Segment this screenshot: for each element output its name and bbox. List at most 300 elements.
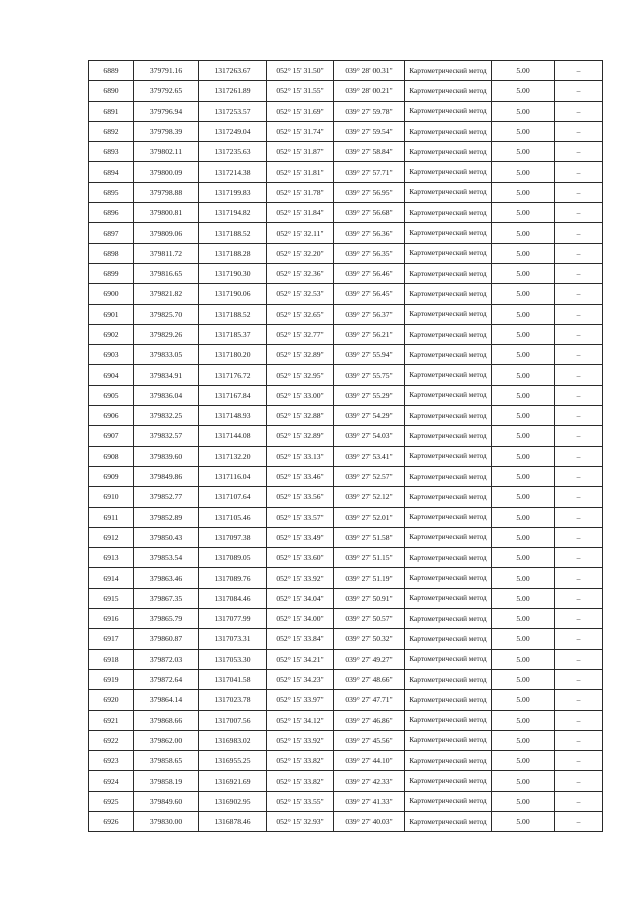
longitude-cell: 039° 27' 51.58" <box>334 527 405 547</box>
latitude-cell: 052° 15' 33.55" <box>267 791 334 811</box>
point-number-cell: 6917 <box>89 629 134 649</box>
method-cell: Картометрический метод <box>405 751 492 771</box>
precision-cell: 5.00 <box>492 223 555 243</box>
method-cell: Картометрический метод <box>405 669 492 689</box>
table-row <box>89 81 603 101</box>
note-cell: – <box>555 243 603 263</box>
precision-cell: 5.00 <box>492 203 555 223</box>
point-number-cell: 6902 <box>89 324 134 344</box>
table-row <box>89 182 603 202</box>
method-cell: Картометрический метод <box>405 548 492 568</box>
x-coordinate-cell: 379811.72 <box>134 243 199 263</box>
precision-cell: 5.00 <box>492 527 555 547</box>
point-number-cell: 6906 <box>89 406 134 426</box>
point-number-cell: 6915 <box>89 588 134 608</box>
latitude-cell: 052° 15' 34.00" <box>267 609 334 629</box>
y-coordinate-cell: 1317007.56 <box>199 710 267 730</box>
table-row <box>89 730 603 750</box>
note-cell: – <box>555 466 603 486</box>
longitude-cell: 039° 27' 50.57" <box>334 609 405 629</box>
y-coordinate-cell: 1317199.83 <box>199 182 267 202</box>
table-row <box>89 771 603 791</box>
note-cell: – <box>555 609 603 629</box>
method-cell: Картометрический метод <box>405 142 492 162</box>
x-coordinate-cell: 379872.03 <box>134 649 199 669</box>
table-row <box>89 162 603 182</box>
point-number-cell: 6923 <box>89 751 134 771</box>
longitude-cell: 039° 27' 44.10" <box>334 751 405 771</box>
table-row <box>89 263 603 283</box>
note-cell: – <box>555 162 603 182</box>
x-coordinate-cell: 379872.64 <box>134 669 199 689</box>
y-coordinate-cell: 1317176.72 <box>199 365 267 385</box>
method-cell: Картометрический метод <box>405 426 492 446</box>
y-coordinate-cell: 1317077.99 <box>199 609 267 629</box>
table-row <box>89 406 603 426</box>
method-cell: Картометрический метод <box>405 487 492 507</box>
x-coordinate-cell: 379809.06 <box>134 223 199 243</box>
method-cell: Картометрический метод <box>405 61 492 81</box>
table-row <box>89 548 603 568</box>
x-coordinate-cell: 379863.46 <box>134 568 199 588</box>
table-row <box>89 609 603 629</box>
latitude-cell: 052° 15' 32.20" <box>267 243 334 263</box>
note-cell: – <box>555 304 603 324</box>
point-number-cell: 6920 <box>89 690 134 710</box>
y-coordinate-cell: 1316921.69 <box>199 771 267 791</box>
longitude-cell: 039° 27' 41.33" <box>334 791 405 811</box>
latitude-cell: 052° 15' 32.88" <box>267 406 334 426</box>
note-cell: – <box>555 791 603 811</box>
table-row <box>89 649 603 669</box>
y-coordinate-cell: 1317148.93 <box>199 406 267 426</box>
table-body <box>89 61 603 832</box>
method-cell: Картометрический метод <box>405 527 492 547</box>
latitude-cell: 052° 15' 33.60" <box>267 548 334 568</box>
y-coordinate-cell: 1317188.52 <box>199 223 267 243</box>
x-coordinate-cell: 379832.57 <box>134 426 199 446</box>
longitude-cell: 039° 27' 49.27" <box>334 649 405 669</box>
longitude-cell: 039° 27' 55.75" <box>334 365 405 385</box>
latitude-cell: 052° 15' 33.00" <box>267 385 334 405</box>
longitude-cell: 039° 27' 57.71" <box>334 162 405 182</box>
latitude-cell: 052° 15' 32.36" <box>267 263 334 283</box>
precision-cell: 5.00 <box>492 548 555 568</box>
note-cell: – <box>555 61 603 81</box>
point-number-cell: 6903 <box>89 345 134 365</box>
y-coordinate-cell: 1317188.28 <box>199 243 267 263</box>
y-coordinate-cell: 1317261.89 <box>199 81 267 101</box>
precision-cell: 5.00 <box>492 365 555 385</box>
point-number-cell: 6898 <box>89 243 134 263</box>
note-cell: – <box>555 588 603 608</box>
x-coordinate-cell: 379865.79 <box>134 609 199 629</box>
table-row <box>89 121 603 141</box>
table-row <box>89 751 603 771</box>
note-cell: – <box>555 81 603 101</box>
point-number-cell: 6907 <box>89 426 134 446</box>
table-row <box>89 101 603 121</box>
longitude-cell: 039° 27' 51.19" <box>334 568 405 588</box>
method-cell: Картометрический метод <box>405 446 492 466</box>
x-coordinate-cell: 379858.65 <box>134 751 199 771</box>
x-coordinate-cell: 379821.82 <box>134 284 199 304</box>
note-cell: – <box>555 710 603 730</box>
method-cell: Картометрический метод <box>405 324 492 344</box>
method-cell: Картометрический метод <box>405 385 492 405</box>
latitude-cell: 052° 15' 33.82" <box>267 771 334 791</box>
precision-cell: 5.00 <box>492 345 555 365</box>
longitude-cell: 039° 27' 55.29" <box>334 385 405 405</box>
table-row <box>89 365 603 385</box>
y-coordinate-cell: 1317185.37 <box>199 324 267 344</box>
longitude-cell: 039° 27' 52.12" <box>334 487 405 507</box>
note-cell: – <box>555 426 603 446</box>
table-row <box>89 61 603 81</box>
point-number-cell: 6926 <box>89 811 134 831</box>
y-coordinate-cell: 1317073.31 <box>199 629 267 649</box>
y-coordinate-cell: 1317132.20 <box>199 446 267 466</box>
point-number-cell: 6908 <box>89 446 134 466</box>
table-row <box>89 446 603 466</box>
table-row <box>89 345 603 365</box>
y-coordinate-cell: 1317253.57 <box>199 101 267 121</box>
note-cell: – <box>555 629 603 649</box>
table-row <box>89 324 603 344</box>
point-number-cell: 6924 <box>89 771 134 791</box>
latitude-cell: 052° 15' 32.95" <box>267 365 334 385</box>
point-number-cell: 6899 <box>89 263 134 283</box>
x-coordinate-cell: 379850.43 <box>134 527 199 547</box>
point-number-cell: 6914 <box>89 568 134 588</box>
longitude-cell: 039° 27' 59.54" <box>334 121 405 141</box>
table-row <box>89 243 603 263</box>
latitude-cell: 052° 15' 34.12" <box>267 710 334 730</box>
latitude-cell: 052° 15' 32.11" <box>267 223 334 243</box>
table-row <box>89 487 603 507</box>
precision-cell: 5.00 <box>492 182 555 202</box>
precision-cell: 5.00 <box>492 121 555 141</box>
latitude-cell: 052° 15' 33.82" <box>267 751 334 771</box>
point-number-cell: 6921 <box>89 710 134 730</box>
precision-cell: 5.00 <box>492 284 555 304</box>
method-cell: Картометрический метод <box>405 771 492 791</box>
y-coordinate-cell: 1317107.64 <box>199 487 267 507</box>
method-cell: Картометрический метод <box>405 284 492 304</box>
point-number-cell: 6909 <box>89 466 134 486</box>
table-row <box>89 142 603 162</box>
precision-cell: 5.00 <box>492 629 555 649</box>
x-coordinate-cell: 379853.54 <box>134 548 199 568</box>
note-cell: – <box>555 142 603 162</box>
note-cell: – <box>555 446 603 466</box>
latitude-cell: 052° 15' 34.23" <box>267 669 334 689</box>
longitude-cell: 039° 27' 56.68" <box>334 203 405 223</box>
longitude-cell: 039° 27' 40.03" <box>334 811 405 831</box>
x-coordinate-cell: 379864.14 <box>134 690 199 710</box>
y-coordinate-cell: 1317053.30 <box>199 649 267 669</box>
longitude-cell: 039° 27' 55.94" <box>334 345 405 365</box>
latitude-cell: 052° 15' 32.77" <box>267 324 334 344</box>
point-number-cell: 6892 <box>89 121 134 141</box>
method-cell: Картометрический метод <box>405 730 492 750</box>
method-cell: Картометрический метод <box>405 263 492 283</box>
method-cell: Картометрический метод <box>405 203 492 223</box>
y-coordinate-cell: 1317105.46 <box>199 507 267 527</box>
method-cell: Картометрический метод <box>405 609 492 629</box>
table-row <box>89 669 603 689</box>
point-number-cell: 6922 <box>89 730 134 750</box>
note-cell: – <box>555 568 603 588</box>
method-cell: Картометрический метод <box>405 466 492 486</box>
longitude-cell: 039° 27' 51.15" <box>334 548 405 568</box>
x-coordinate-cell: 379816.65 <box>134 263 199 283</box>
latitude-cell: 052° 15' 33.92" <box>267 568 334 588</box>
table-row <box>89 304 603 324</box>
note-cell: – <box>555 690 603 710</box>
method-cell: Картометрический метод <box>405 304 492 324</box>
longitude-cell: 039° 27' 56.95" <box>334 182 405 202</box>
x-coordinate-cell: 379798.39 <box>134 121 199 141</box>
note-cell: – <box>555 649 603 669</box>
method-cell: Картометрический метод <box>405 710 492 730</box>
x-coordinate-cell: 379791.16 <box>134 61 199 81</box>
longitude-cell: 039° 27' 48.66" <box>334 669 405 689</box>
y-coordinate-cell: 1317190.30 <box>199 263 267 283</box>
x-coordinate-cell: 379858.19 <box>134 771 199 791</box>
longitude-cell: 039° 27' 47.71" <box>334 690 405 710</box>
y-coordinate-cell: 1317084.46 <box>199 588 267 608</box>
latitude-cell: 052° 15' 33.56" <box>267 487 334 507</box>
x-coordinate-cell: 379829.26 <box>134 324 199 344</box>
x-coordinate-cell: 379849.60 <box>134 791 199 811</box>
longitude-cell: 039° 28' 00.31" <box>334 61 405 81</box>
latitude-cell: 052° 15' 34.21" <box>267 649 334 669</box>
method-cell: Картометрический метод <box>405 690 492 710</box>
point-number-cell: 6919 <box>89 669 134 689</box>
note-cell: – <box>555 487 603 507</box>
precision-cell: 5.00 <box>492 791 555 811</box>
precision-cell: 5.00 <box>492 304 555 324</box>
latitude-cell: 052° 15' 31.69" <box>267 101 334 121</box>
longitude-cell: 039° 27' 56.46" <box>334 263 405 283</box>
method-cell: Картометрический метод <box>405 243 492 263</box>
method-cell: Картометрический метод <box>405 568 492 588</box>
method-cell: Картометрический метод <box>405 345 492 365</box>
longitude-cell: 039° 28' 00.21" <box>334 81 405 101</box>
point-number-cell: 6910 <box>89 487 134 507</box>
x-coordinate-cell: 379825.70 <box>134 304 199 324</box>
table-row <box>89 507 603 527</box>
note-cell: – <box>555 811 603 831</box>
note-cell: – <box>555 284 603 304</box>
precision-cell: 5.00 <box>492 324 555 344</box>
longitude-cell: 039° 27' 52.01" <box>334 507 405 527</box>
precision-cell: 5.00 <box>492 406 555 426</box>
table-row <box>89 588 603 608</box>
longitude-cell: 039° 27' 42.33" <box>334 771 405 791</box>
table-row <box>89 426 603 446</box>
precision-cell: 5.00 <box>492 649 555 669</box>
precision-cell: 5.00 <box>492 243 555 263</box>
precision-cell: 5.00 <box>492 811 555 831</box>
y-coordinate-cell: 1317263.67 <box>199 61 267 81</box>
precision-cell: 5.00 <box>492 487 555 507</box>
precision-cell: 5.00 <box>492 507 555 527</box>
table-row <box>89 791 603 811</box>
method-cell: Картометрический метод <box>405 81 492 101</box>
y-coordinate-cell: 1317235.63 <box>199 142 267 162</box>
latitude-cell: 052° 15' 31.87" <box>267 142 334 162</box>
point-number-cell: 6895 <box>89 182 134 202</box>
longitude-cell: 039° 27' 59.78" <box>334 101 405 121</box>
precision-cell: 5.00 <box>492 426 555 446</box>
precision-cell: 5.00 <box>492 568 555 588</box>
note-cell: – <box>555 751 603 771</box>
method-cell: Картометрический метод <box>405 649 492 669</box>
table-row <box>89 710 603 730</box>
latitude-cell: 052° 15' 33.57" <box>267 507 334 527</box>
longitude-cell: 039° 27' 56.45" <box>334 284 405 304</box>
x-coordinate-cell: 379830.00 <box>134 811 199 831</box>
precision-cell: 5.00 <box>492 101 555 121</box>
precision-cell: 5.00 <box>492 142 555 162</box>
y-coordinate-cell: 1317194.82 <box>199 203 267 223</box>
point-number-cell: 6890 <box>89 81 134 101</box>
x-coordinate-cell: 379868.66 <box>134 710 199 730</box>
precision-cell: 5.00 <box>492 710 555 730</box>
latitude-cell: 052° 15' 32.65" <box>267 304 334 324</box>
point-number-cell: 6918 <box>89 649 134 669</box>
x-coordinate-cell: 379833.05 <box>134 345 199 365</box>
longitude-cell: 039° 27' 56.21" <box>334 324 405 344</box>
method-cell: Картометрический метод <box>405 507 492 527</box>
note-cell: – <box>555 406 603 426</box>
latitude-cell: 052° 15' 33.49" <box>267 527 334 547</box>
method-cell: Картометрический метод <box>405 791 492 811</box>
method-cell: Картометрический метод <box>405 223 492 243</box>
y-coordinate-cell: 1317097.38 <box>199 527 267 547</box>
point-number-cell: 6905 <box>89 385 134 405</box>
note-cell: – <box>555 263 603 283</box>
point-number-cell: 6901 <box>89 304 134 324</box>
method-cell: Картометрический метод <box>405 162 492 182</box>
x-coordinate-cell: 379800.09 <box>134 162 199 182</box>
precision-cell: 5.00 <box>492 609 555 629</box>
y-coordinate-cell: 1316983.02 <box>199 730 267 750</box>
note-cell: – <box>555 324 603 344</box>
table-row <box>89 811 603 831</box>
point-number-cell: 6891 <box>89 101 134 121</box>
y-coordinate-cell: 1317116.04 <box>199 466 267 486</box>
x-coordinate-cell: 379862.00 <box>134 730 199 750</box>
method-cell: Картометрический метод <box>405 101 492 121</box>
latitude-cell: 052° 15' 32.93" <box>267 811 334 831</box>
longitude-cell: 039° 27' 56.36" <box>334 223 405 243</box>
precision-cell: 5.00 <box>492 466 555 486</box>
boundary-points-table <box>88 60 603 832</box>
longitude-cell: 039° 27' 50.91" <box>334 588 405 608</box>
point-number-cell: 6925 <box>89 791 134 811</box>
point-number-cell: 6912 <box>89 527 134 547</box>
table-row <box>89 284 603 304</box>
note-cell: – <box>555 548 603 568</box>
x-coordinate-cell: 379852.89 <box>134 507 199 527</box>
point-number-cell: 6900 <box>89 284 134 304</box>
latitude-cell: 052° 15' 33.46" <box>267 466 334 486</box>
x-coordinate-cell: 379800.81 <box>134 203 199 223</box>
latitude-cell: 052° 15' 32.89" <box>267 426 334 446</box>
note-cell: – <box>555 730 603 750</box>
y-coordinate-cell: 1317188.52 <box>199 304 267 324</box>
note-cell: – <box>555 203 603 223</box>
latitude-cell: 052° 15' 33.92" <box>267 730 334 750</box>
table-row <box>89 223 603 243</box>
x-coordinate-cell: 379839.60 <box>134 446 199 466</box>
latitude-cell: 052° 15' 34.04" <box>267 588 334 608</box>
y-coordinate-cell: 1317180.20 <box>199 345 267 365</box>
point-number-cell: 6911 <box>89 507 134 527</box>
precision-cell: 5.00 <box>492 588 555 608</box>
latitude-cell: 052° 15' 33.13" <box>267 446 334 466</box>
y-coordinate-cell: 1317023.78 <box>199 690 267 710</box>
x-coordinate-cell: 379867.35 <box>134 588 199 608</box>
y-coordinate-cell: 1317041.58 <box>199 669 267 689</box>
point-number-cell: 6904 <box>89 365 134 385</box>
precision-cell: 5.00 <box>492 81 555 101</box>
latitude-cell: 052° 15' 32.53" <box>267 284 334 304</box>
table-row <box>89 385 603 405</box>
note-cell: – <box>555 669 603 689</box>
precision-cell: 5.00 <box>492 385 555 405</box>
longitude-cell: 039° 27' 56.35" <box>334 243 405 263</box>
y-coordinate-cell: 1317089.76 <box>199 568 267 588</box>
longitude-cell: 039° 27' 58.84" <box>334 142 405 162</box>
y-coordinate-cell: 1317089.05 <box>199 548 267 568</box>
note-cell: – <box>555 121 603 141</box>
point-number-cell: 6913 <box>89 548 134 568</box>
method-cell: Картометрический метод <box>405 588 492 608</box>
x-coordinate-cell: 379849.86 <box>134 466 199 486</box>
x-coordinate-cell: 379802.11 <box>134 142 199 162</box>
precision-cell: 5.00 <box>492 771 555 791</box>
note-cell: – <box>555 527 603 547</box>
precision-cell: 5.00 <box>492 690 555 710</box>
x-coordinate-cell: 379792.65 <box>134 81 199 101</box>
table-row <box>89 466 603 486</box>
longitude-cell: 039° 27' 54.03" <box>334 426 405 446</box>
y-coordinate-cell: 1317144.08 <box>199 426 267 446</box>
note-cell: – <box>555 182 603 202</box>
x-coordinate-cell: 379798.88 <box>134 182 199 202</box>
y-coordinate-cell: 1316902.95 <box>199 791 267 811</box>
precision-cell: 5.00 <box>492 730 555 750</box>
latitude-cell: 052° 15' 31.81" <box>267 162 334 182</box>
longitude-cell: 039° 27' 46.86" <box>334 710 405 730</box>
x-coordinate-cell: 379836.04 <box>134 385 199 405</box>
latitude-cell: 052° 15' 31.78" <box>267 182 334 202</box>
table-row <box>89 629 603 649</box>
latitude-cell: 052° 15' 31.74" <box>267 121 334 141</box>
method-cell: Картометрический метод <box>405 629 492 649</box>
table-row <box>89 690 603 710</box>
y-coordinate-cell: 1316955.25 <box>199 751 267 771</box>
method-cell: Картометрический метод <box>405 811 492 831</box>
latitude-cell: 052° 15' 32.89" <box>267 345 334 365</box>
method-cell: Картометрический метод <box>405 365 492 385</box>
x-coordinate-cell: 379834.91 <box>134 365 199 385</box>
note-cell: – <box>555 385 603 405</box>
